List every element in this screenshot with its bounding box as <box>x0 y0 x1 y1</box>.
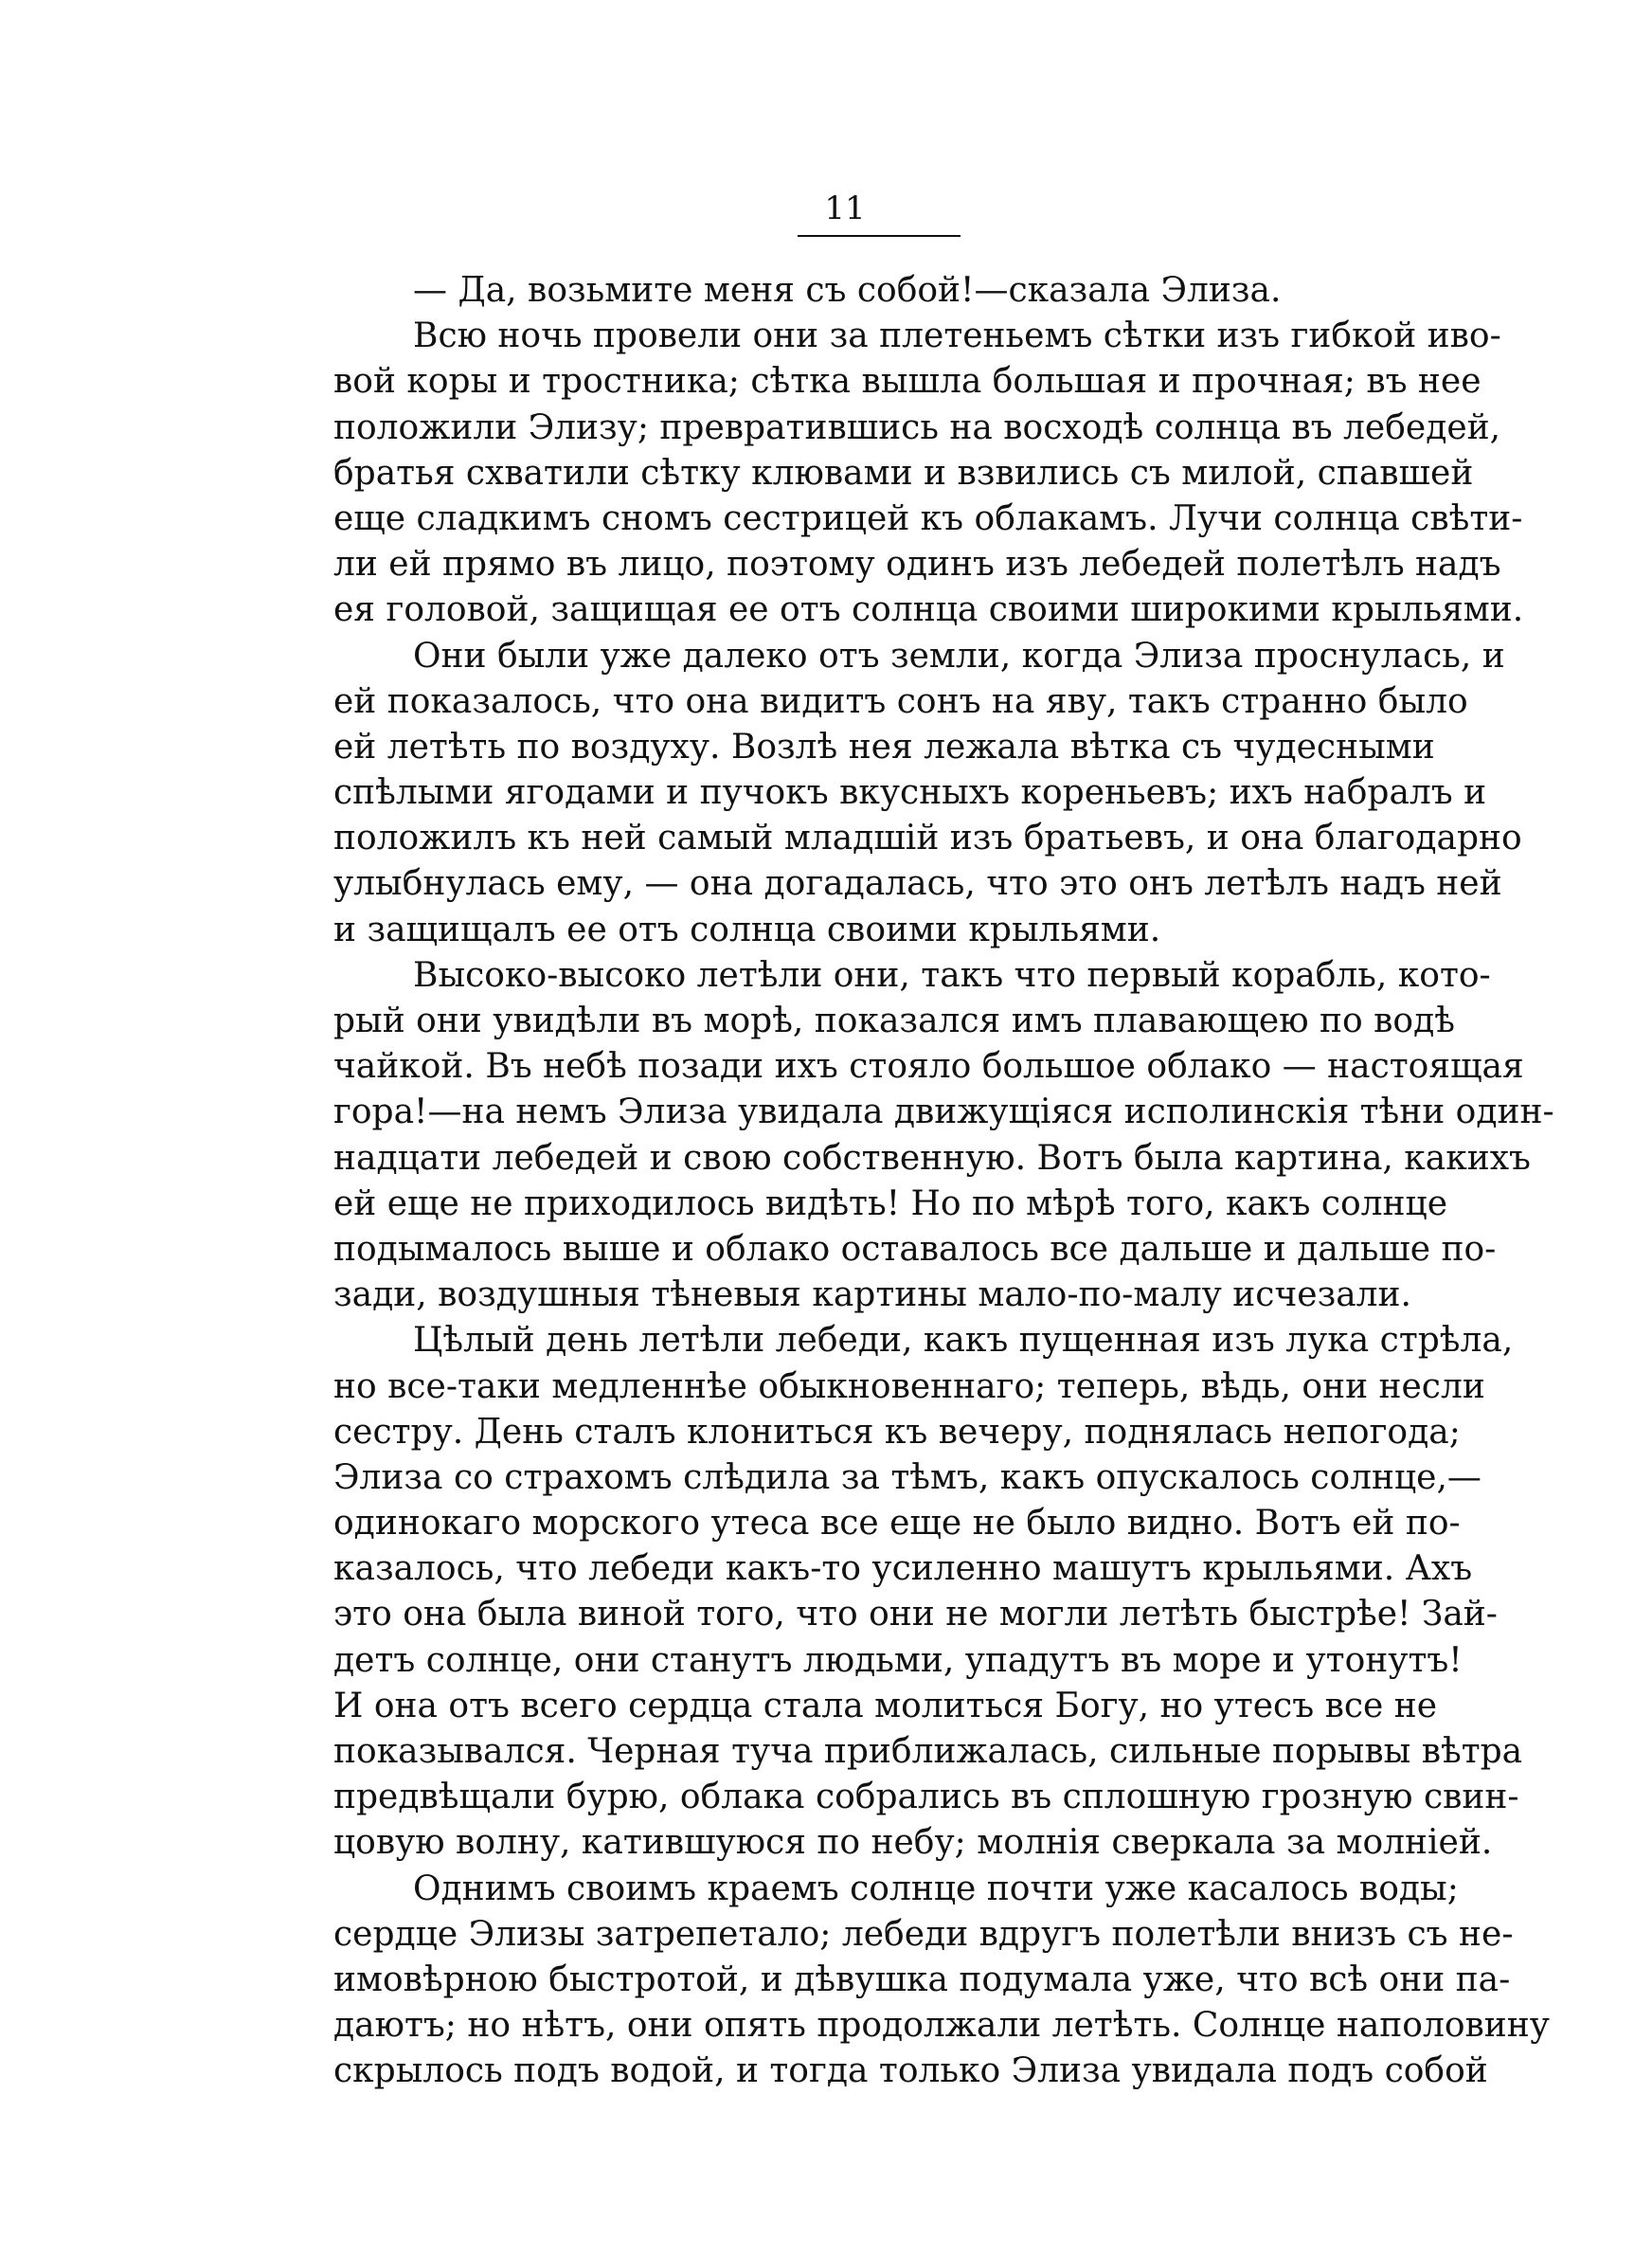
text-line: И она отъ всего сердца стала молиться Богу, но утесъ все не <box>333 1686 1438 1725</box>
text-line: гора!—на немъ Элиза увидала движущіяся исполинскія тѣни один- <box>333 1092 1554 1132</box>
text-line: одинокаго морского утеса все еще не было видно. Вотъ ей по- <box>333 1504 1461 1544</box>
text-line: Однимъ своимъ краемъ солнце почти уже касалось воды; <box>413 1869 1459 1908</box>
text-line: ей показалось, что она видитъ сонъ на яву, такъ странно было <box>333 681 1468 721</box>
text-line: братья схватили сѣтку клювами и взвились съ милой, спавшей <box>333 453 1474 493</box>
text-line: ея головой, защищая ее отъ солнца своими широкими крыльями. <box>333 590 1524 630</box>
text-line: скрылось подъ водой, и тогда только Элиза увидала подъ собой <box>333 2051 1488 2091</box>
text-line: спѣлыми ягодами и пучокъ вкусныхъ кореньевъ; ихъ набралъ и <box>333 773 1487 813</box>
text-line: даютъ; но нѣтъ, они опять продолжали летѣть. Солнце наполовину <box>333 2006 1550 2046</box>
text-line: ей еще не приходилось видѣть! Но по мѣрѣ того, какъ солнце <box>333 1183 1447 1223</box>
text-line: показывался. Черная туча приближалась, сильные порывы вѣтра <box>333 1732 1523 1771</box>
text-block <box>333 268 1554 2095</box>
text-line: Элиза со страхомъ слѣдила за тѣмъ, какъ опускалось солнце,— <box>333 1457 1481 1497</box>
text-line: вой коры и тростника; сѣтка вышла большая и прочная; въ нее <box>333 362 1481 402</box>
text-line: предвѣщали бурю, облака собрались въ сплошную грозную свин- <box>333 1778 1519 1817</box>
text-line: еще сладкимъ сномъ сестрицей къ облакамъ. Лучи солнца свѣти- <box>333 498 1523 538</box>
text-line: положили Элизу; превратившись на восходѣ солнца въ лебедей, <box>333 407 1501 447</box>
text-line: Всю ночь провели они за плетеньемъ сѣтки изъ гибкой ивo- <box>413 316 1501 356</box>
text-line: казалось, что лебеди какъ-то усиленно машутъ крыльями. Ахъ <box>333 1549 1473 1589</box>
text-line: улыбнулась ему, — она догадалась, что это онъ летѣлъ надъ ней <box>333 864 1502 904</box>
text-line: рый они увидѣли въ морѣ, показался имъ плавающею по водѣ <box>333 1002 1455 1040</box>
text-line: чайкой. Въ небѣ позади ихъ стояло большое облако — настоящая <box>333 1047 1524 1087</box>
text-line: Цѣлый день летѣли лебеди, какъ пущенная изъ лука стрѣла, <box>413 1321 1514 1361</box>
text-line: — Да, возьмите меня съ собой!—сказала Элиза. <box>413 271 1282 310</box>
text-line: сердце Элизы затрепетало; лебеди вдругъ полетѣли внизъ съ не- <box>333 1914 1514 1954</box>
text-line: это она была виной того, что они не могли летѣть быстрѣе! Зай- <box>333 1595 1498 1634</box>
text-line: но все-таки медленнѣе обыкновеннаго; теперь, вѣдь, они несли <box>333 1366 1485 1406</box>
page-number: 11 <box>824 190 866 227</box>
text-line: имовѣрною быстротой, и дѣвушка подумала уже, что всѣ они па- <box>333 1959 1511 1999</box>
text-line: детъ солнце, они станутъ людьми, упадутъ въ море и утонутъ! <box>333 1640 1463 1680</box>
text-line: Высоко-высоко летѣли они, такъ что первый корабль, кото- <box>413 955 1491 995</box>
text-line: положилъ къ ней самый младшій изъ братьевъ, и она благодарно <box>333 819 1522 858</box>
header-rule <box>798 235 961 237</box>
text-line: надцати лебедей и свою собственную. Вотъ была картина, какихъ <box>333 1138 1531 1178</box>
text-line: цовую волну, катившуюся по небу; молнія сверкала за молніей. <box>333 1823 1493 1863</box>
text-line: ей летѣть по воздуху. Возлѣ нея лежала вѣтка съ чудесными <box>333 727 1435 767</box>
text-line: ли ей прямо въ лицо, поэтому одинъ изъ лебедей полетѣлъ надъ <box>333 545 1501 585</box>
text-line: подымалось выше и облако оставалось все дальше и дальше по- <box>333 1229 1497 1269</box>
text-line: и защищалъ ее отъ солнца своими крыльями. <box>333 910 1161 949</box>
text-line: сестру. День сталъ клониться къ вечеру, поднялась непогода; <box>333 1412 1461 1452</box>
text-line: Они были уже далеко отъ земли, когда Элиза проснулась, и <box>413 636 1505 676</box>
text-line: зади, воздушныя тѣневыя картины мало-по-малу исчезали. <box>333 1275 1411 1315</box>
